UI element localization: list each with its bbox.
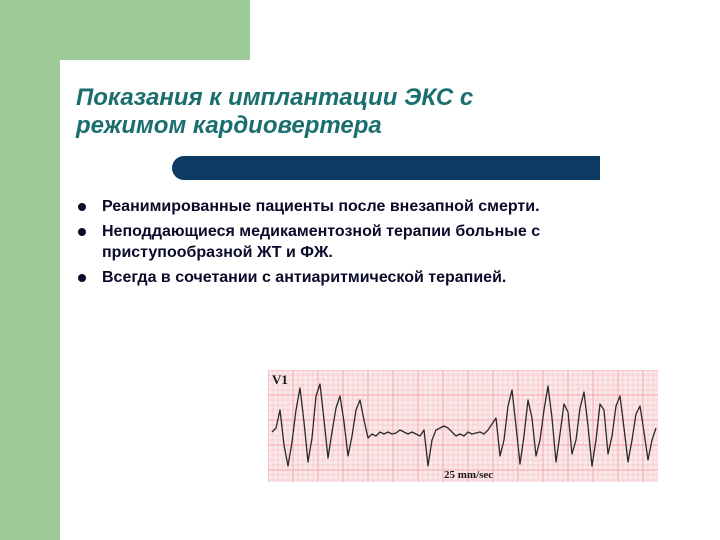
ecg-lead-label: V1	[272, 372, 288, 387]
top-accent-band	[60, 0, 250, 60]
bullet-list	[76, 196, 666, 292]
slide-title	[76, 84, 636, 140]
bullet-dot-icon	[78, 228, 86, 236]
ecg-speed-label: 25 mm/sec	[444, 469, 494, 481]
bullet-dot-icon	[78, 274, 86, 282]
bullet-item	[76, 196, 666, 217]
bullet-dot-icon	[78, 203, 86, 211]
slide-title-line-2: режимом кардиовертера	[76, 112, 382, 139]
bullet-text: Реанимированные пациенты после внезапной смерти.	[102, 198, 540, 215]
left-accent-band	[0, 0, 60, 540]
bullet-text: Неподдающиеся медикаментозной терапии больные с приступообразной ЖТ и ФЖ.	[102, 223, 541, 261]
title-underline-bar	[186, 156, 600, 180]
bullet-item	[76, 267, 666, 288]
ecg-strip-image	[268, 370, 658, 482]
bullet-text: Всегда в сочетании с антиаритмической терапией.	[102, 269, 507, 286]
bullet-item	[76, 221, 666, 263]
slide-title-line-1: Показания к имплантации ЭКС с	[76, 84, 474, 111]
